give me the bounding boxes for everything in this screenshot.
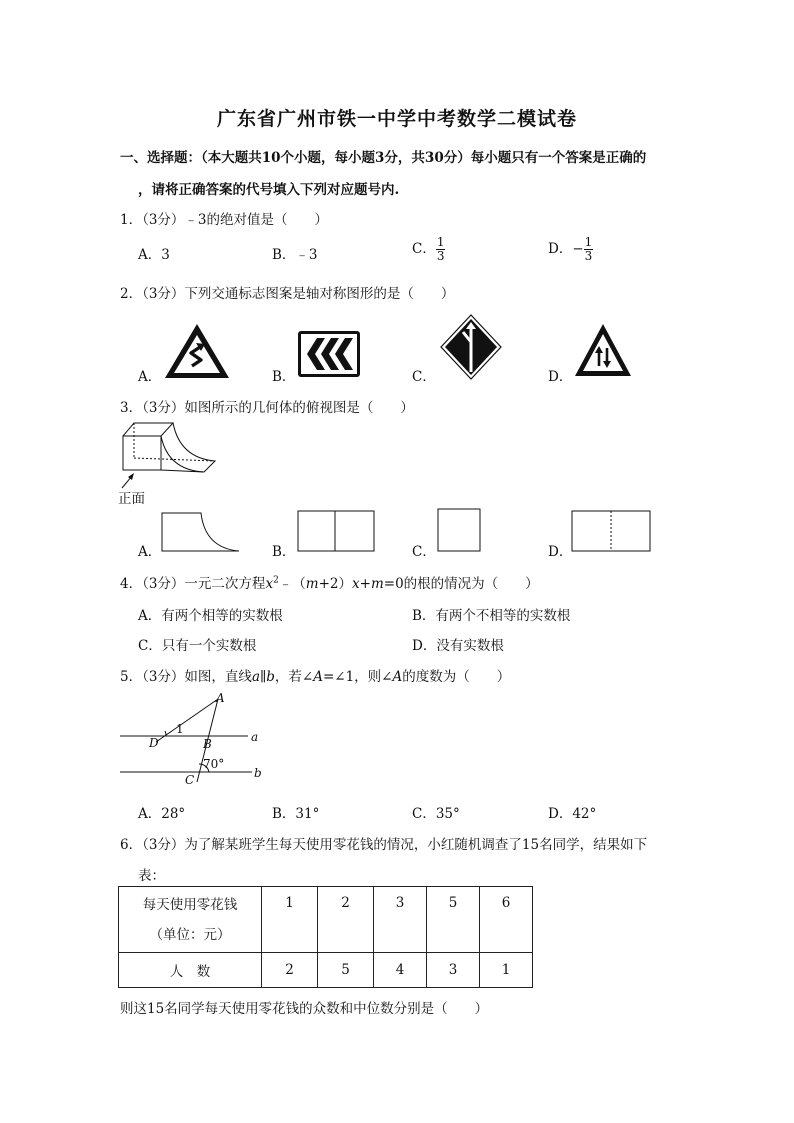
page-title: 广东省广州市铁一中学中考数学二模试卷 <box>216 108 577 130</box>
q4-option-a: A．有两个相等的实数根 <box>138 608 283 624</box>
q3-option-c-shape <box>437 508 481 552</box>
q4-stem: 4．（3分）一元二次方程$x^2﹣(m+2)x+m=0$的根的情况为（ ） <box>120 575 539 592</box>
point-b-label: B <box>203 737 212 751</box>
q5-stem-parallel: ∥ <box>260 669 267 685</box>
q5-stem-mid2: ，若∠ <box>274 669 314 685</box>
q1-option-b: B．﹣3 <box>272 247 318 263</box>
pocket-money-table <box>118 886 533 988</box>
q3-option-d-shape <box>571 510 651 552</box>
merge-lane-sign-icon <box>440 314 502 380</box>
q4-option-c: C．只有一个实数根 <box>138 638 257 654</box>
q1-d-numerator: 1 <box>584 235 593 249</box>
q4-option-d: D．没有实数根 <box>412 638 504 654</box>
q2-stem: 2．（3分）下列交通标志图案是轴对称图形的是（ ） <box>120 286 455 302</box>
q6-stem-line2: 表： <box>138 868 165 884</box>
q3-option-b: B． <box>272 544 296 560</box>
q4-stem-mid2: +2） <box>318 576 353 592</box>
q2-option-d: D． <box>548 369 573 385</box>
q5-stem-end: 的度数为（ ） <box>402 669 511 685</box>
angle-1-label: 1 <box>176 722 184 736</box>
table-header-label-line1: 每天使用零花钱 <box>142 896 238 913</box>
q4-stem-prefix: 4．（3分）一元二次方程 <box>120 576 266 592</box>
q1-stem: 1．（3分）﹣3的绝对值是（ ） <box>120 212 329 228</box>
q4-option-b: B．有两个不相等的实数根 <box>412 608 571 624</box>
q1-option-d-fraction <box>584 236 594 263</box>
q6-question: 则这15名同学每天使用零花钱的众数和中位数分别是（ ） <box>120 1001 489 1017</box>
q1-option-c <box>412 236 445 263</box>
q2-option-a: A． <box>138 369 162 385</box>
point-d-label: D <box>149 736 159 750</box>
table-cell: 6 <box>480 887 533 953</box>
table-cell: 5 <box>427 887 480 953</box>
table-cell: 3 <box>374 887 427 953</box>
q5-stem-prefix: 5．（3分）如图，直线 <box>120 669 252 685</box>
q4-stem-mid: ﹣（ <box>278 576 306 592</box>
q1-d-denominator: 3 <box>584 249 593 263</box>
q6-stem-line1: 6．（3分）为了解某班学生每天使用零花钱的情况，小红随机调查了15名同学，结果如下 <box>120 837 648 853</box>
q1-option-c-fraction <box>436 236 446 263</box>
q3-option-a: A． <box>138 544 162 560</box>
table-row-label: 人 数 <box>119 953 262 988</box>
solid-figure-diagram <box>118 416 218 496</box>
table-row <box>119 887 533 953</box>
point-a-label: A <box>216 691 225 705</box>
q1-option-d-prefix: D． <box>548 241 573 257</box>
q5-option-b: B．31° <box>272 806 320 822</box>
table-row <box>119 953 533 988</box>
line-a-label: a <box>251 730 259 744</box>
table-cell: 1 <box>262 887 318 953</box>
front-view-label: 正面 <box>118 491 145 507</box>
q1-option-c-prefix: C． <box>412 241 436 257</box>
q3-option-a-shape <box>161 512 241 552</box>
q1-c-numerator: 1 <box>436 235 445 249</box>
section-header-line2: ，请将正确答案的代号填入下列对应题号内. <box>138 182 400 198</box>
table-cell: 2 <box>262 953 318 988</box>
q5-option-c: C．35° <box>412 806 460 822</box>
q3-option-c: C． <box>412 544 436 560</box>
section-header-line1: 一、选择题：（本大题共10个小题，每小题3分，共30分）每小题只有一个答案是正确的 <box>120 150 647 166</box>
q3-option-b-shape <box>297 510 375 552</box>
q5-option-d: D．42° <box>548 806 597 822</box>
chevron-arrows-sign-icon <box>297 330 361 378</box>
q2-option-b: B． <box>272 369 296 385</box>
q3-stem: 3．（3分）如图所示的几何体的俯视图是（ ） <box>120 400 414 416</box>
table-cell: 5 <box>318 953 374 988</box>
table-cell: 2 <box>318 887 374 953</box>
q3-option-d: D． <box>548 544 573 560</box>
point-c-label: C <box>185 773 195 787</box>
q4-stem-end: =0的根的情况为（ ） <box>383 576 539 592</box>
table-header-label <box>119 887 262 953</box>
q5-option-a: A．28° <box>138 806 186 822</box>
q1-option-d <box>548 236 593 263</box>
q5-stem: 5．（3分）如图，直线a∥b，若∠A=∠1，则∠A的度数为（ ） <box>120 669 511 685</box>
q1-d-sign: − <box>572 241 584 257</box>
table-cell: 3 <box>427 953 480 988</box>
q1-option-a: A．3 <box>138 247 170 263</box>
table-cell: 1 <box>480 953 533 988</box>
q2-option-c: C． <box>412 369 436 385</box>
two-way-traffic-sign-icon <box>573 322 633 378</box>
angle-70-label: 70° <box>203 757 225 771</box>
q1-c-denominator: 3 <box>436 249 445 263</box>
table-cell: 4 <box>374 953 427 988</box>
q5-stem-mid3: =∠1，则∠ <box>322 669 393 685</box>
winding-road-sign-icon <box>163 322 231 380</box>
table-header-label-line2: （单位：元） <box>149 926 231 943</box>
line-b-label: b <box>254 766 262 780</box>
